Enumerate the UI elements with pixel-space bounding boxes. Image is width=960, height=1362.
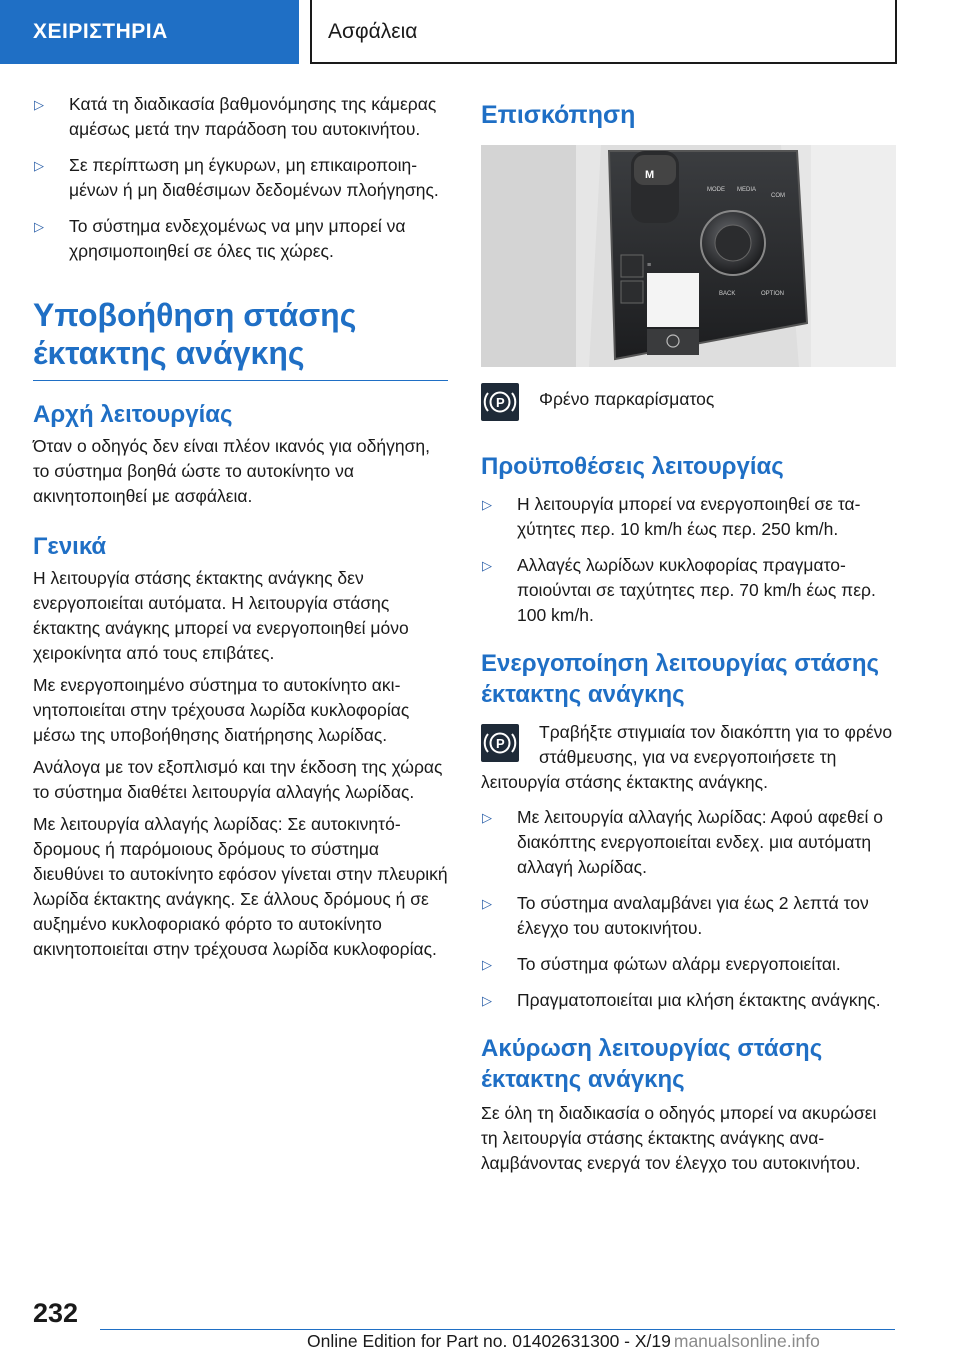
footer-rule xyxy=(100,1329,895,1330)
parking-brake-icon xyxy=(481,724,519,762)
footer-edition: Online Edition for Part no. 01402631300 - X/19 manualsonline.info xyxy=(307,1331,820,1351)
bullet-triangle-icon: ▷ xyxy=(482,810,492,825)
photo-caption: Φρένο παρκαρίσματος xyxy=(539,389,715,409)
photo-caption-row xyxy=(481,383,896,421)
main-heading: Υποβοήθηση στάσης έκτακτης ανάγκης xyxy=(33,297,357,371)
svg-text:M: M xyxy=(645,169,655,181)
list-item: ▷ Με λειτουργία αλλαγής λωρίδας: Αφού αφεθεί ο διακόπτης ενεργοποιείται ενδεχ. μια αυτόματη αλλαγή λωρίδας. xyxy=(482,807,883,877)
activate-paragraph xyxy=(481,720,896,795)
list-item: ▷ Πραγματοποιείται μια κλήση έκτακτης ανάγκης. xyxy=(481,988,896,1013)
list-item: ▷ Το σύστημα αναλαμβάνει για έως 2 λεπτά τον έλεγχο του αυτοκινήτου. xyxy=(482,893,869,938)
general-paragraph: Η λειτουργία στάσης έκτακτης ανάγκης δεν ενεργοποιείται αυτόματα. Η λειτουργία στάσης έκτακτης ανάγκης μπορεί να ενεργοποιηθεί μόνο χειροκίνητα από τους επιβάτες. xyxy=(33,568,409,663)
general-paragraph: Ανάλογα με τον εξοπλισμό και την έκδοση της χώρας το σύστημα διαθέτει λειτουργία αλλαγής λωρίδας. xyxy=(33,757,443,802)
principle-heading: Αρχή λειτουργίας xyxy=(33,401,233,428)
bullet-triangle-icon: ▷ xyxy=(34,158,44,173)
footer-watermark: manualsonline.info xyxy=(673,1331,820,1351)
list-item: ▷ Κατά τη διαδικασία βαθμονόμησης της κάμερας αμέσως μετά την παράδοση του αυτοκινήτου. xyxy=(34,94,437,139)
general-heading: Γενικά xyxy=(33,533,107,560)
list-item: ▷ Σε περίπτωση μη έγκυρων, μη επικαιροποιημένων ή μη διαθέσιμων δεδομένων πλοήγησης. xyxy=(34,155,439,200)
general-paragraph: Με ενεργοποιημένο σύστημα το αυτοκίνητο ακινητοποιείται στην τρέχουσα λωρίδα κυκλοφορίας μέσω της υποβοήθησης διατήρησης λωρίδας. xyxy=(33,675,410,745)
chapter-tab: ΧΕΙΡΙΣΤΗΡΙΑ xyxy=(0,0,299,64)
option-label: OPTION xyxy=(761,291,785,297)
cancel-text: Σε όλη τη διαδικασία ο οδηγός μπορεί να ακυρώσει τη λειτουργία στάσης έκτακτης ανάγκης αναλαμβάνοντας ενεργά τον έλεγχο του αυτοκινήτου. xyxy=(481,1103,877,1173)
list-item: ▷ Αλλαγές λωρίδων κυκλοφορίας πραγματοποιούνται σε ταχύτητες περ. 70 km/h έως περ. 100 km/h. xyxy=(482,555,876,625)
com-label: COM xyxy=(771,193,785,199)
bullet-triangle-icon: ▷ xyxy=(482,993,492,1008)
media-label: MEDIA xyxy=(737,187,757,193)
main-heading-block xyxy=(33,296,448,381)
bullet-triangle-icon: ▷ xyxy=(482,957,492,972)
bullet-triangle-icon: ▷ xyxy=(482,497,492,512)
left-column xyxy=(33,92,448,969)
right-column xyxy=(481,100,896,1183)
prereq-heading: Προϋποθέσεις λειτουργίας xyxy=(481,453,784,480)
mode-label: MODE xyxy=(707,187,725,193)
bullet-triangle-icon: ▷ xyxy=(34,97,44,112)
svg-text:P: P xyxy=(496,395,505,410)
bullet-triangle-icon: ▷ xyxy=(482,558,492,573)
list-item: ▷ Το σύστημα ενδεχομένως να μην μπορεί να χρησιμοποιηθεί σε όλες τις χώρες. xyxy=(34,216,406,261)
cancel-heading: Ακύρωση λειτουργίας στάσης έκτακτης ανάγκης xyxy=(481,1035,823,1093)
principle-text: Όταν ο οδηγός δεν είναι πλέον ικανός για οδήγηση, το σύστημα βοηθά ώστε το αυτοκίνητο να ακινητοποιηθεί με ασφάλεια. xyxy=(33,436,430,506)
svg-text:P: P xyxy=(496,736,505,751)
list-item: ▷ Το σύστημα φώτων αλάρμ ενεργοποιείται. xyxy=(481,952,896,977)
overview-heading: Επισκόπηση xyxy=(481,101,636,129)
bullet-triangle-icon: ▷ xyxy=(34,219,44,234)
bullet-triangle-icon: ▷ xyxy=(482,896,492,911)
page-number: 232 xyxy=(33,1298,79,1328)
parking-brake-icon xyxy=(481,383,519,421)
general-paragraph: Με λειτουργία αλλαγής λωρίδας: Σε αυτοκινητόδρομους ή παρόμοιους δρόμους το σύστημα διευθύνει το αυτοκίνητο εφόσον γίνεται στην πλευρική λωρίδα έκτακτης ανάγκης. Σε άλλους δρόμους ή σε αυξημένο κυκλοφοριακό φόρτο το αυτοκίνητο ακινητοποιείται στην τρέχουσα λωρίδα κυκλοφορίας. xyxy=(33,814,448,959)
section-title: Ασφάλεια xyxy=(310,0,897,64)
center-console-photo xyxy=(481,145,896,367)
svg-text:≡: ≡ xyxy=(647,262,652,269)
activate-heading: Ενεργοποίηση λειτουργίας στάσης έκτακτης ανάγκης xyxy=(481,650,879,708)
center-console-illustration xyxy=(481,145,896,367)
activate-text: Τραβήξτε στιγμιαία τον διακόπτη για το φρένο στάθμευσης, για να ενεργοποιήσετε τη λειτουργία στάσης έκτακτης ανάγκης. xyxy=(481,722,893,792)
back-label: BACK xyxy=(719,291,736,297)
list-item: ▷ Η λειτουργία μπορεί να ενεργοποιηθεί σε ταχύτητες περ. 10 km/h έως περ. 250 km/h. xyxy=(482,494,861,539)
